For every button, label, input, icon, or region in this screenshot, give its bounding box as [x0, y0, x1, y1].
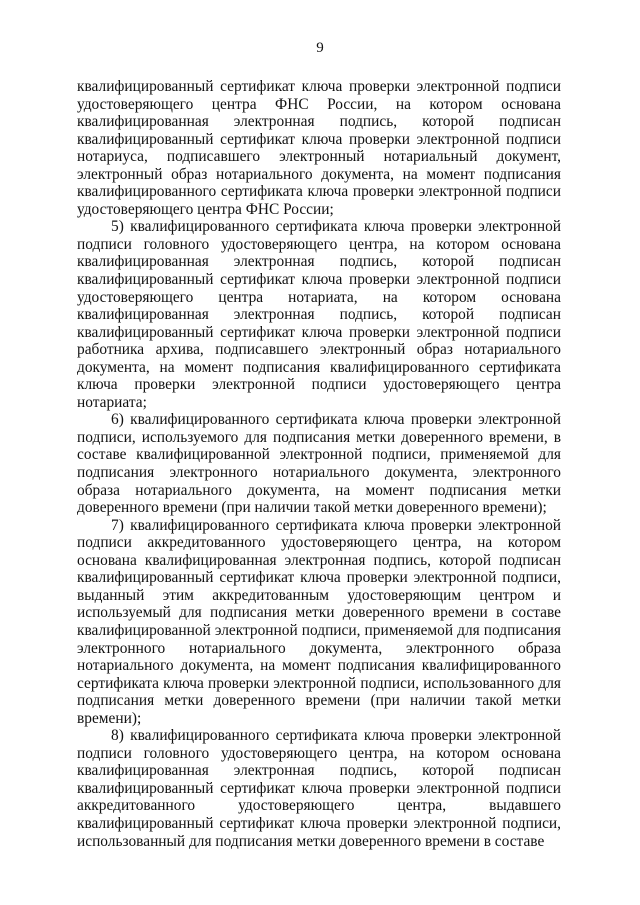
page-number: 9 — [316, 40, 324, 56]
paragraph-item-7: 7) квалифицированного сертификата ключа проверки электронной подписи аккредитованного удостоверяющего центра, на котором основана квалифицированная электронная подпись, которой подписан квалифицированный сертификат ключа проверки электронной подписи, выданный этим аккредитованным удостоверяющим центром и используемый для подписания метки доверенного времени в составе квалифицированной электронной подписи, применяемой для подписания электронного нотариального документа, электронного образа нотариального документа, на момент подписания квалифицированного сертификата ключа проверки электронной подписи, использованного для подписания метки доверенного времени (при наличии такой метки времени); — [77, 516, 561, 727]
paragraph-continuation: квалифицированный сертификат ключа проверки электронной подписи удостоверяющего центра ФНС России, на котором основана квалифицированная электронная подпись, которой подписан квалифицированный сертификат ключа проверки электронной подписи нотариуса, подписавшего электронный нотариальный документ, электронный образ нотариального документа, на момент подписания квалифицированного сертификата ключа проверки электронной подписи удостоверяющего центра ФНС России; — [77, 78, 561, 218]
document-body — [77, 78, 561, 850]
paragraph-item-5: 5) квалифицированного сертификата ключа проверки электронной подписи головного удостоверяющего центра, на котором основана квалифицированная электронная подпись, которой подписан квалифицированный сертификат ключа проверки электронной подписи удостоверяющего центра нотариата, на котором основана квалифицированная электронная подпись, которой подписан квалифицированный сертификат ключа проверки электронной подписи работника архива, подписавшего электронный образ нотариального документа, на момент подписания квалифицированного сертификата ключа проверки электронной подписи удостоверяющего центра нотариата; — [77, 218, 561, 411]
paragraph-item-6: 6) квалифицированного сертификата ключа проверки электронной подписи, используемого для подписания метки доверенного времени, в составе квалифицированной электронной подписи, применяемой для подписания электронного нотариального документа, электронного образа нотариального документа, на момент подписания метки доверенного времени (при наличии такой метки доверенного времени); — [77, 411, 561, 517]
paragraph-item-8: 8) квалифицированного сертификата ключа проверки электронной подписи головного удостоверяющего центра, на котором основана квалифицированная электронная подпись, которой подписан квалифицированный сертификат ключа проверки электронной подписи аккредитованного удостоверяющего центра, выдавшего квалифицированный сертификат ключа проверки электронной подписи, использованный для подписания метки доверенного времени в составе — [77, 727, 561, 850]
